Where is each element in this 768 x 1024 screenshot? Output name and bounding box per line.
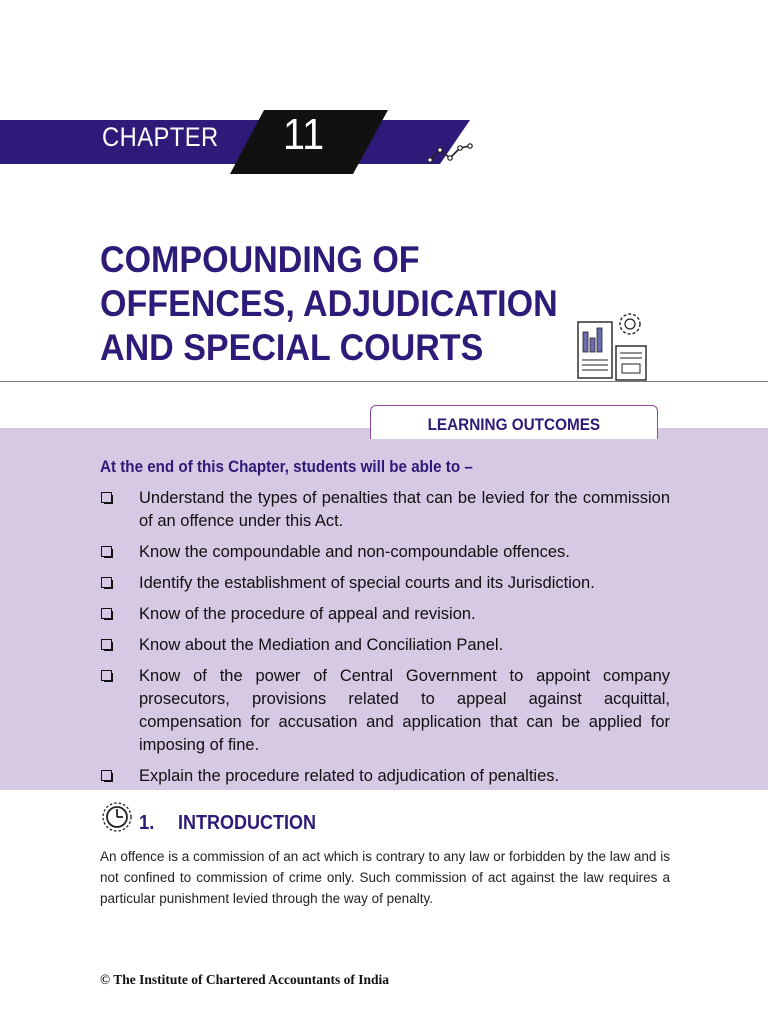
checkbox-icon [101, 770, 112, 781]
title-line-3: AND SPECIAL COURTS [100, 327, 484, 368]
chapter-band [0, 110, 470, 174]
chapter-label: CHAPTER [102, 122, 219, 152]
title-line-2: OFFENCES, ADJUDICATION [100, 283, 558, 324]
trend-line-icon [426, 140, 474, 166]
title-divider [0, 381, 768, 382]
list-item-text: Identify the establishment of special courts and its Jurisdiction. [139, 574, 595, 592]
list-item [100, 487, 670, 533]
list-item-text: Know of the power of Central Government to appoint company prosecutors, provisions related to appeal against acquittal, compensation for accusation and application that can be applied for imposing of fine. [139, 667, 670, 754]
section-paragraph: An offence is a commission of an act which is contrary to any law or forbidden by the law and is not confined to commission of crime only. Such commission of act against the law requires a particular punishment levied through the way of penalty. [100, 849, 670, 906]
list-item-text: Know the compoundable and non-compoundable offences. [139, 543, 570, 561]
list-item [100, 603, 670, 626]
checkbox-icon [101, 670, 112, 681]
list-item-text: Know of the procedure of appeal and revision. [139, 605, 476, 623]
list-item [100, 572, 670, 595]
list-item [100, 541, 670, 564]
documents-icon [572, 306, 652, 384]
list-item [100, 665, 670, 757]
learning-outcomes-tab [370, 405, 658, 439]
list-item-text: Understand the types of penalties that can be levied for the commission of an offence under this Act. [139, 489, 670, 530]
section-title: INTRODUCTION [178, 812, 316, 834]
chapter-number: 11 [283, 110, 325, 159]
checkbox-icon [101, 608, 112, 619]
list-item [100, 634, 670, 657]
list-item-text: Explain the procedure related to adjudication of penalties. [139, 767, 560, 785]
page-footer: © The Institute of Chartered Accountants of India [100, 972, 389, 987]
checkbox-icon [101, 577, 112, 588]
checkbox-icon [101, 546, 112, 557]
list-item [100, 765, 670, 788]
checkbox-icon [101, 639, 112, 650]
learning-outcomes-heading: LEARNING OUTCOMES [427, 415, 601, 434]
checkbox-icon [101, 492, 112, 503]
section-number: 1. [139, 812, 155, 834]
title-line-1: COMPOUNDING OF [100, 239, 420, 280]
learning-outcomes-intro: At the end of this Chapter, students will be able to – [100, 458, 473, 476]
list-item-text: Know about the Mediation and Conciliation Panel. [139, 636, 504, 654]
learning-outcomes-list [100, 487, 670, 796]
clock-icon [100, 800, 134, 834]
chapter-title [100, 238, 558, 370]
